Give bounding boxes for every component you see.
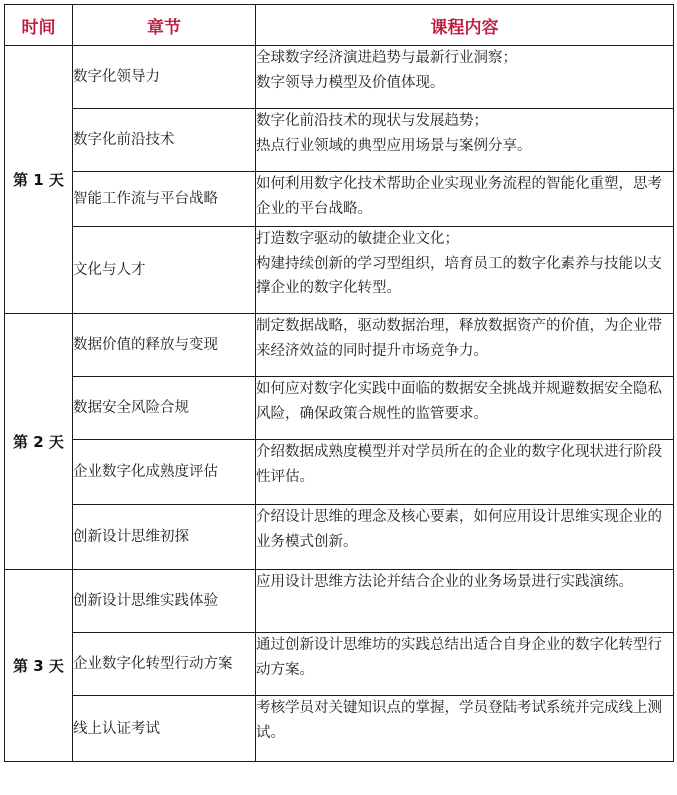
content-line: 全球数字经济演进趋势与最新行业洞察；	[256, 50, 517, 66]
table-row	[5, 440, 674, 505]
content-cell	[256, 109, 674, 172]
content-line: 通过创新设计思维坊的实践总结出适合自身企业的数字化转型行动方案。	[256, 637, 662, 678]
chapter-cell: 数据安全风险合规	[73, 377, 256, 440]
chapter-cell: 文化与人才	[73, 227, 256, 314]
content-cell	[256, 227, 674, 314]
chapter-cell: 企业数字化成熟度评估	[73, 440, 256, 505]
table-row	[5, 377, 674, 440]
header-time: 时间	[5, 5, 73, 46]
content-line: 应用设计思维方法论并结合企业的业务场景进行实践演练。	[256, 574, 633, 590]
table-header-row	[5, 5, 674, 46]
table-row	[5, 505, 674, 570]
content-cell	[256, 46, 674, 109]
content-line: 数字领导力模型及价值体现。	[256, 74, 445, 91]
course-schedule-table	[4, 4, 674, 762]
content-cell	[256, 314, 674, 377]
table-row	[5, 696, 674, 762]
day-label: 第 1 天	[5, 46, 73, 314]
chapter-cell: 线上认证考试	[73, 696, 256, 762]
table-row	[5, 633, 674, 696]
content-line: 数字化前沿技术的现状与发展趋势；	[256, 113, 488, 129]
chapter-cell: 创新设计思维实践体验	[73, 570, 256, 633]
chapter-cell: 数据价值的释放与变现	[73, 314, 256, 377]
content-line: 制定数据战略，驱动数据治理，释放数据资产的价值，为企业带来经济效益的同时提升市场竞争力。	[256, 318, 662, 359]
header-content: 课程内容	[256, 5, 674, 46]
table-row	[5, 227, 674, 314]
content-line: 热点行业领域的典型应用场景与案例分享。	[256, 137, 532, 154]
table-row	[5, 46, 674, 109]
content-cell	[256, 377, 674, 440]
content-cell	[256, 172, 674, 227]
content-line: 介绍数据成熟度模型并对学员所在的企业的数字化现状进行阶段性评估。	[256, 444, 662, 485]
content-line: 构建持续创新的学习型组织，培育员工的数字化素养与技能以支撑企业的数字化转型。	[256, 255, 662, 296]
table-row	[5, 109, 674, 172]
table-row	[5, 570, 674, 633]
content-cell	[256, 696, 674, 762]
chapter-cell: 智能工作流与平台战略	[73, 172, 256, 227]
content-line: 介绍设计思维的理念及核心要素，如何应用设计思维实现企业的业务模式创新。	[256, 509, 662, 550]
content-line: 考核学员对关键知识点的掌握，学员登陆考试系统并完成线上测试。	[256, 700, 662, 741]
day-label: 第 2 天	[5, 314, 73, 570]
content-line: 打造数字驱动的敏捷企业文化；	[256, 231, 459, 247]
table-row	[5, 172, 674, 227]
chapter-cell: 创新设计思维初探	[73, 505, 256, 570]
content-cell	[256, 440, 674, 505]
table-body	[5, 46, 674, 762]
day-label: 第 3 天	[5, 570, 73, 762]
content-line: 如何应对数字化实践中面临的数据安全挑战并规避数据安全隐私风险，确保政策合规性的监管要求。	[256, 381, 662, 422]
chapter-cell: 数字化前沿技术	[73, 109, 256, 172]
chapter-cell: 数字化领导力	[73, 46, 256, 109]
content-line: 如何利用数字化技术帮助企业实现业务流程的智能化重塑，思考企业的平台战略。	[256, 176, 662, 217]
content-cell	[256, 633, 674, 696]
chapter-cell: 企业数字化转型行动方案	[73, 633, 256, 696]
content-cell	[256, 570, 674, 633]
table-row	[5, 314, 674, 377]
header-chapter: 章节	[73, 5, 256, 46]
content-cell	[256, 505, 674, 570]
